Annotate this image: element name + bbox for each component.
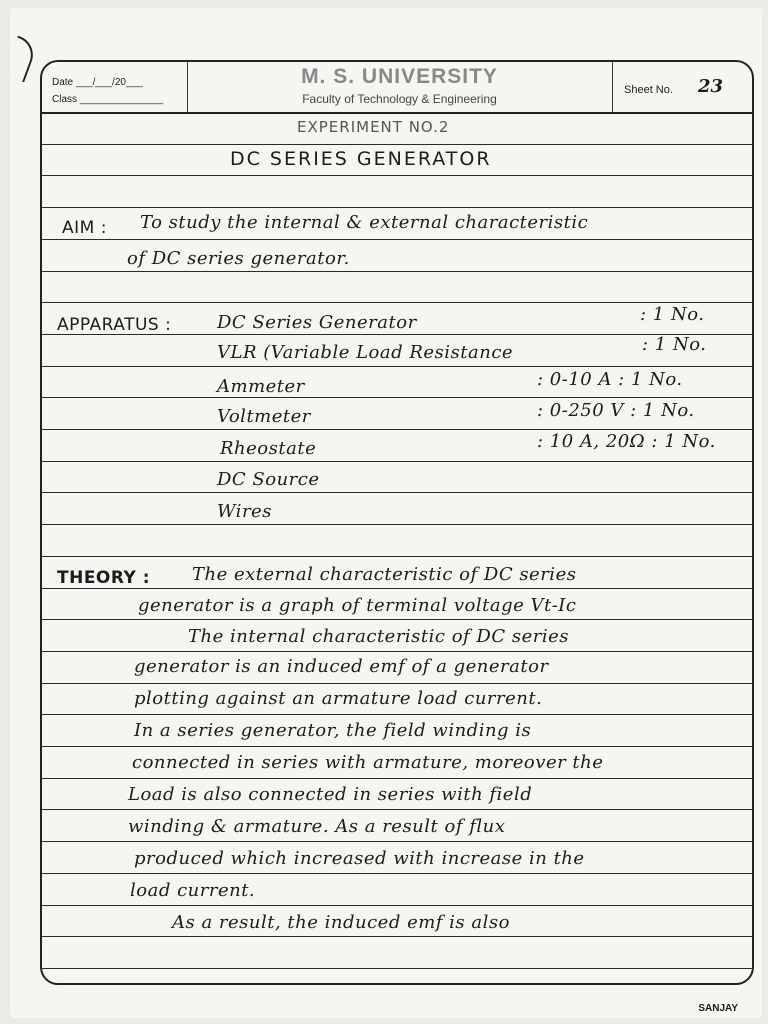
aim-line-2: of DC series generator. xyxy=(127,248,350,269)
ruled-line xyxy=(42,271,752,272)
apparatus-item-spec: : 10 A, 20Ω : 1 No. xyxy=(537,431,716,452)
apparatus-item-name: DC Source xyxy=(217,469,320,490)
ruled-line xyxy=(42,683,752,684)
university-box xyxy=(187,62,613,112)
ruled-line xyxy=(42,366,752,367)
ruled-line xyxy=(42,461,752,462)
lab-sheet xyxy=(40,60,754,985)
binding-edge xyxy=(3,36,38,83)
theory-line: connected in series with armature, moreover the xyxy=(132,752,604,773)
sheet-number-box xyxy=(612,62,752,112)
ruled-line xyxy=(42,207,752,208)
theory-line: Load is also connected in series with field xyxy=(128,784,533,805)
ruled-line xyxy=(42,556,752,557)
experiment-number: EXPERIMENT NO.2 xyxy=(297,118,450,136)
ruled-line xyxy=(42,841,752,842)
sheet-label: Sheet No. xyxy=(624,84,673,96)
ruled-line xyxy=(42,619,752,620)
apparatus-item-name: Ammeter xyxy=(217,376,305,397)
theory-line: produced which increased with increase in the xyxy=(134,848,585,869)
theory-heading: THEORY : xyxy=(57,568,151,588)
sheet-header xyxy=(42,62,752,114)
apparatus-item-spec: : 0-250 V : 1 No. xyxy=(537,400,695,421)
theory-line: generator is an induced emf of a generator xyxy=(134,656,549,677)
faculty-name: Faculty of Technology & Engineering xyxy=(302,92,497,106)
apparatus-item-name: Wires xyxy=(217,501,272,522)
apparatus-item-name: DC Series Generator xyxy=(217,312,417,333)
ruled-line xyxy=(42,175,752,176)
sheet-number: 23 xyxy=(698,76,724,97)
date-class-box xyxy=(42,62,188,112)
class-label: Class _______________ xyxy=(52,94,164,105)
ruled-line xyxy=(42,873,752,874)
apparatus-item-spec: : 1 No. xyxy=(640,304,705,325)
ruled-line xyxy=(42,714,752,715)
theory-line: plotting against an armature load current. xyxy=(134,688,543,709)
university-name: M. S. UNIVERSITY xyxy=(301,65,498,88)
theory-line: generator is a graph of terminal voltage Vt-Ic xyxy=(138,595,577,616)
ruled-line xyxy=(42,651,752,652)
ruled-line xyxy=(42,239,752,240)
ruled-line xyxy=(42,968,752,969)
apparatus-item-name: Voltmeter xyxy=(217,406,311,427)
ruled-line xyxy=(42,936,752,937)
ruled-line xyxy=(42,905,752,906)
ruled-line xyxy=(42,778,752,779)
theory-line: winding & armature. As a result of flux xyxy=(128,816,506,837)
apparatus-heading: APPARATUS : xyxy=(57,315,172,335)
ruled-line xyxy=(42,524,752,525)
theory-line: As a result, the induced emf is also xyxy=(172,912,510,933)
theory-line: In a series generator, the field winding is xyxy=(134,720,532,741)
aim-line-1: To study the internal & external characteristic xyxy=(140,212,589,233)
aim-heading: AIM : xyxy=(62,218,107,238)
apparatus-item-name: VLR (Variable Load Resistance xyxy=(217,342,514,363)
ruled-line xyxy=(42,144,752,145)
theory-line: The external characteristic of DC series xyxy=(192,564,577,585)
signature-stamp: SANJAY xyxy=(698,1003,738,1014)
apparatus-item-spec: : 1 No. xyxy=(642,334,707,355)
apparatus-item-name: Rheostate xyxy=(220,438,317,459)
ruled-line xyxy=(42,809,752,810)
theory-line: load current. xyxy=(130,880,256,901)
ruled-line xyxy=(42,492,752,493)
experiment-title: DC SERIES GENERATOR xyxy=(230,148,492,170)
theory-line: The internal characteristic of DC series xyxy=(188,626,570,647)
apparatus-item-spec: : 0-10 A : 1 No. xyxy=(537,369,683,390)
ruled-line xyxy=(42,397,752,398)
date-label: Date ___/___/20___ xyxy=(52,77,143,88)
ruled-line xyxy=(42,746,752,747)
ruled-line xyxy=(42,429,752,430)
